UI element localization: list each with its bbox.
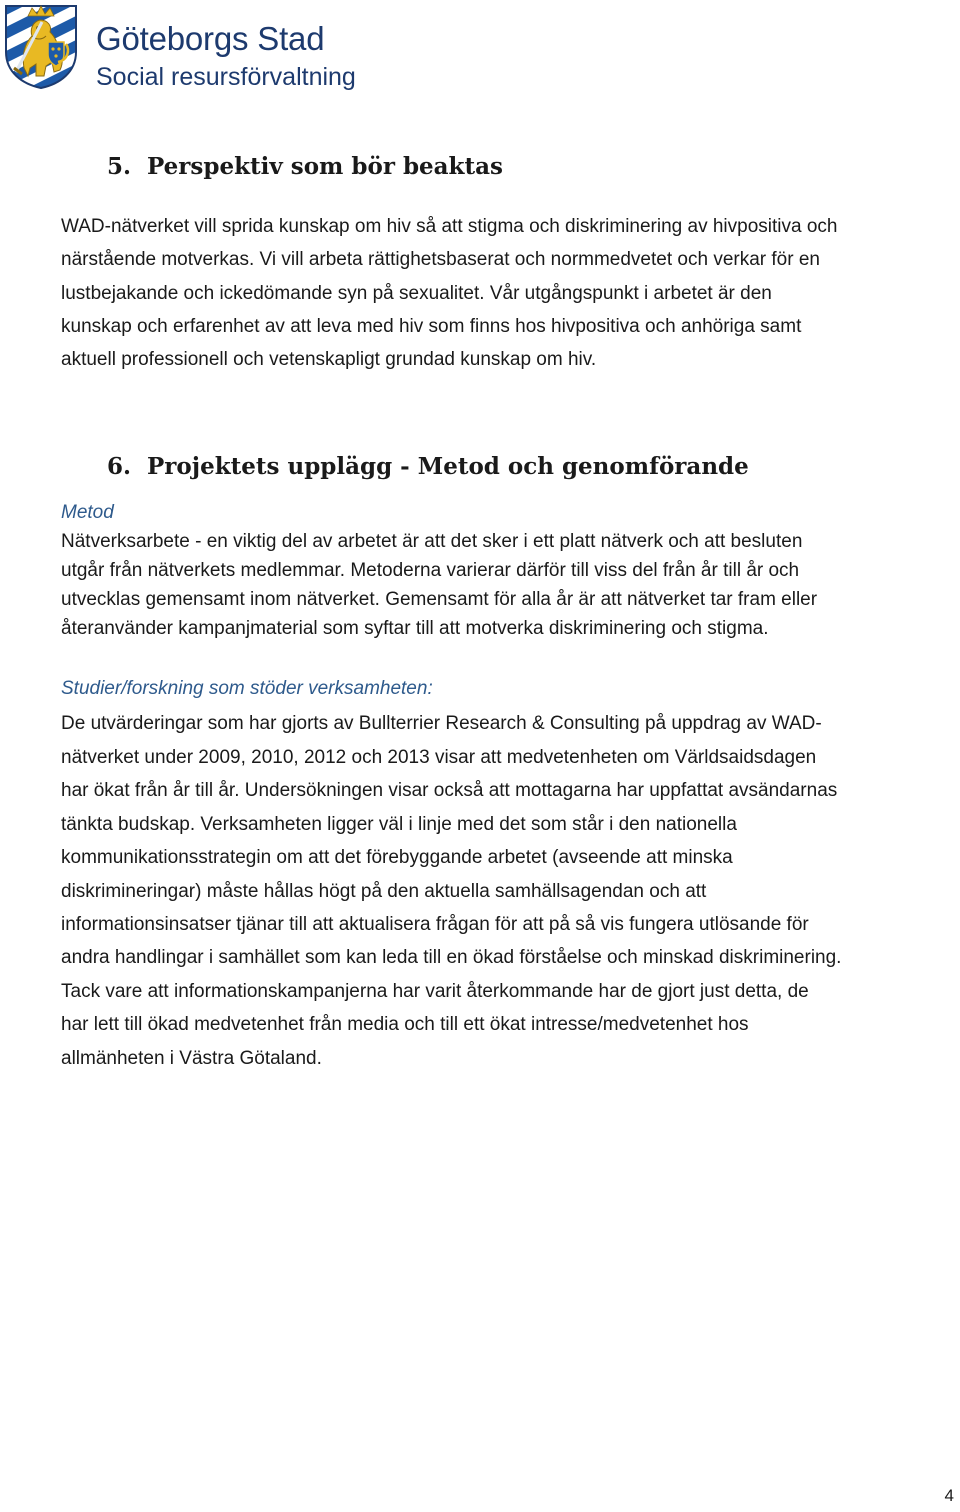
section-5-title: Perspektiv som bör beaktas: [147, 153, 503, 180]
research-subheading: Studier/forskning som stöder verksamheten:: [61, 678, 433, 700]
section-6-title: Projektets upplägg - Metod och genomförande: [147, 453, 749, 481]
research-paragraph: De utvärderingar som har gjorts av Bullterrier Research & Consulting på uppdrag av WAD- nätverket under 2009, 2010, 2012 och 2013 visar att medvetenheten om Världsaidsdagen har ökat från år till år. Undersökningen visar också att mottagarna har uppfattat avsändarnas tänkta budskap. Verksamheten ligger väl i linje med det som står i den nationella kommunikationsstrategin om att det förebyggande arbetet (avseende att minska diskrimineringar) måste hållas högt på den aktuella samhällsagendan och att informationsinsatser tjänar till att aktualisera frågan för att på så vis fungera utlösande för andra handlingar i samhället som kan leda till en ökad förståelse och minskad diskriminering. Tack vare att informationskampanjerna har varit återkommande har de gjort just detta, de har lett till ökad medvetenhet från media och till ett ökat intresse/medvetenhet hos allmänheten i Västra Götaland.: [61, 713, 842, 1069]
metod-subheading: Metod: [61, 502, 114, 524]
section-5-paragraph: WAD-nätverket vill sprida kunskap om hiv så att stigma och diskriminering av hivpositiva och närstående motverkas. Vi vill arbeta rättighetsbaserat och normmedvetet och verkar för en lustbejakande och ickedömande syn på sexualitet. Vår utgångspunkt i arbetet är den kunskap och erfarenhet av att leva med hiv som finns hos hivpositiva och anhöriga samt aktuell professionell och vetenskapligt grundad kunskap om hiv.: [61, 216, 838, 371]
section-5-number: 5.: [107, 153, 132, 180]
org-unit: Social resursförvaltning: [96, 63, 356, 91]
org-name: Göteborgs Stad: [96, 20, 325, 57]
document-body: [61, 148, 957, 1075]
section-6-number: 6.: [107, 453, 132, 481]
metod-paragraph: Nätverksarbete - en viktig del av arbetet är att det sker i ett platt nätverk och att besluten utgår från nätverkets medlemmar. Metoderna varierar därför till viss del från år till år och utvecklas gemensamt inom nätverket. Gemensamt för alla år är att nätverket tar fram eller återanvänder kampanjmaterial som syftar till att motverka diskriminering och stigma.: [61, 531, 818, 640]
section-5-heading: [107, 148, 957, 186]
city-crest-logo: [2, 2, 80, 90]
page-header: [0, 0, 960, 110]
section-6-heading: [107, 448, 957, 486]
page-number: 4: [944, 1486, 954, 1505]
